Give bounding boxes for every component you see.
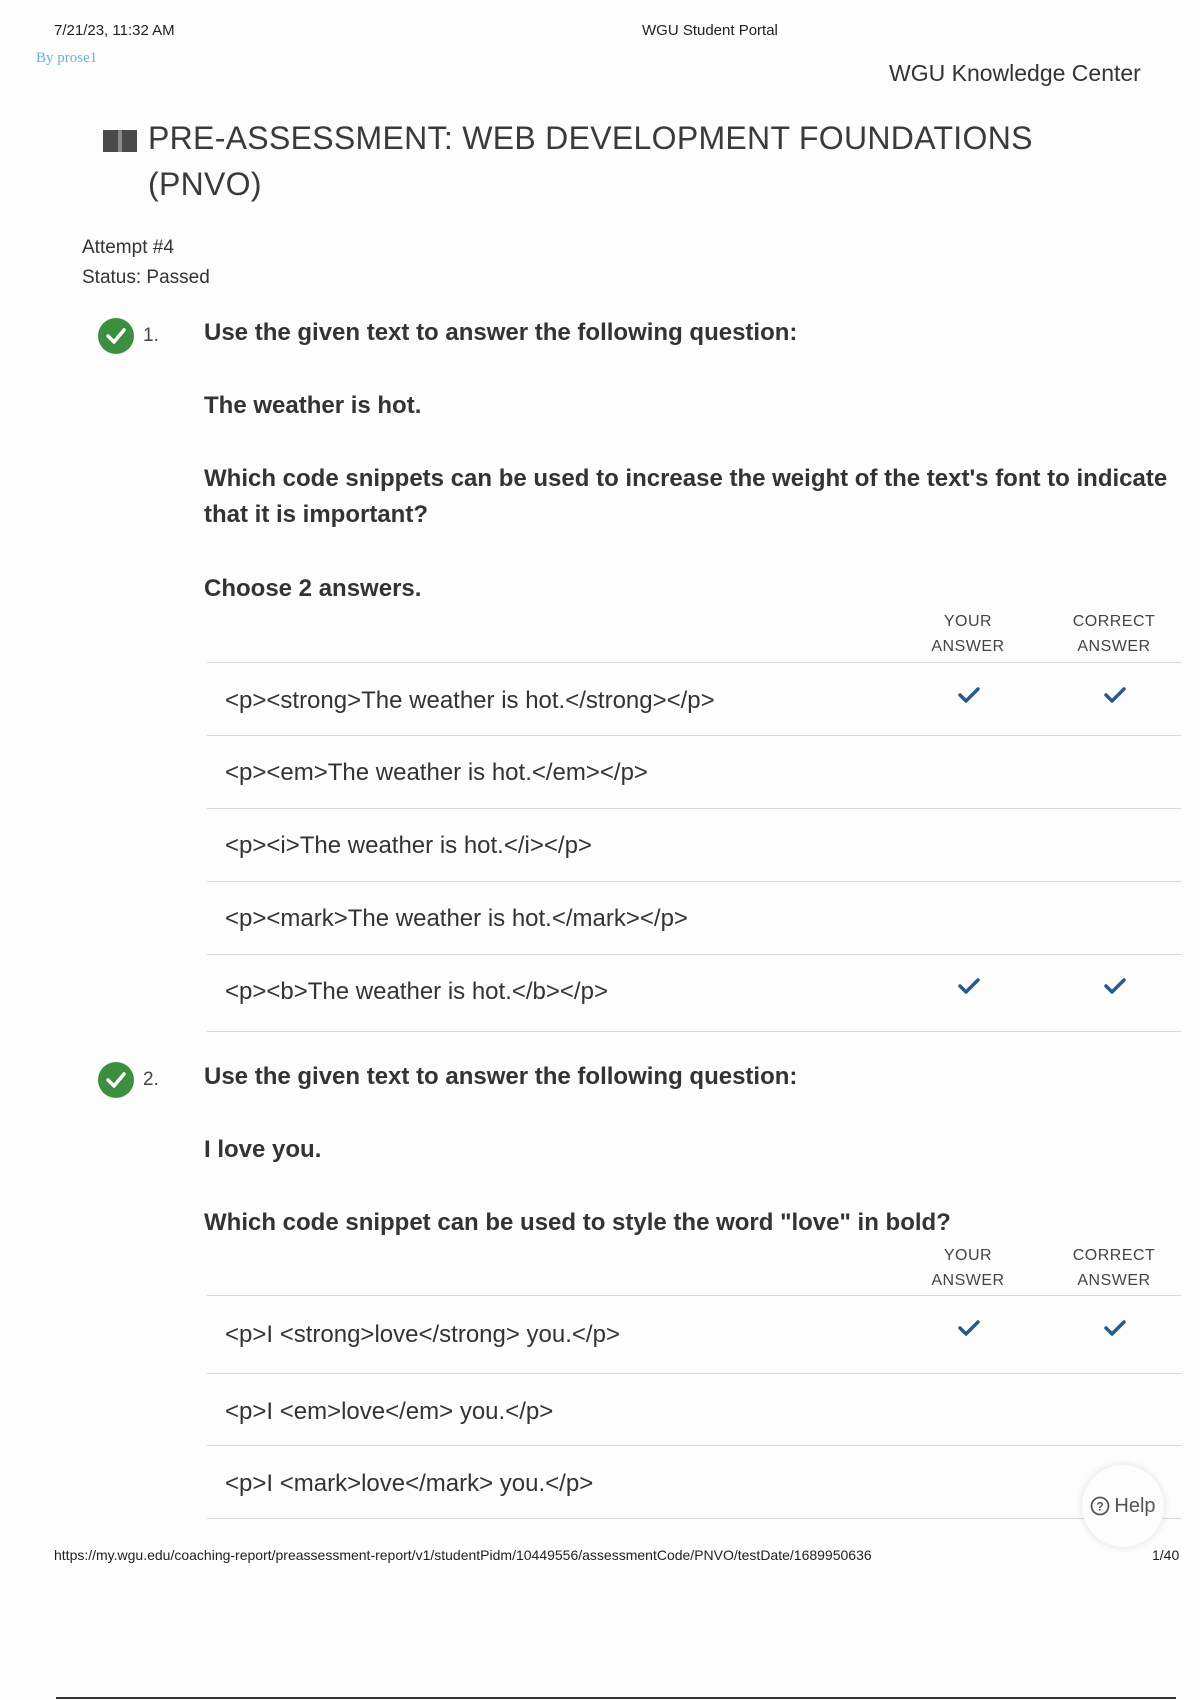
your-answer-header-line1: YOUR: [943, 613, 993, 630]
byline: By prose1: [36, 50, 98, 66]
answer-option-text: <p>I <mark>love</mark> you.</p>: [225, 1470, 594, 1497]
page-title: [148, 115, 1033, 207]
answer-option-text: <p>I <em>love</em> you.</p>: [225, 1398, 554, 1425]
correct-answer-header-line2: ANSWER: [1077, 638, 1151, 655]
answer-row: [207, 954, 1181, 1032]
help-content: [1090, 1495, 1155, 1518]
your-answer-check-icon: [957, 685, 981, 705]
correct-check-icon: [98, 1062, 134, 1098]
answer-row: [207, 735, 1181, 809]
answer-row: [207, 1295, 1181, 1374]
question-prompt: Use the given text to answer the following question:: [204, 319, 798, 346]
correct-check-icon: [98, 318, 134, 354]
attempt-number: Attempt #4: [82, 237, 174, 258]
answer-row: [207, 1445, 1181, 1519]
correct-answer-header: [1059, 1243, 1169, 1293]
page-title-line1: PRE-ASSESSMENT: WEB DEVELOPMENT FOUNDATIONS: [148, 120, 1033, 156]
bottom-rule: [56, 1697, 1176, 1699]
answer-option-text: <p><strong>The weather is hot.</strong></p>: [225, 687, 715, 714]
correct-answer-header-line1: CORRECT: [1072, 613, 1156, 630]
your-answer-header-line2: ANSWER: [931, 1272, 1005, 1289]
answer-option-text: <p><em>The weather is hot.</em></p>: [225, 759, 648, 786]
print-datetime: 7/21/23, 11:32 AM: [54, 22, 175, 39]
your-answer-header-line2: ANSWER: [931, 638, 1005, 655]
book-icon: [102, 128, 138, 159]
correct-answer-check-icon: [1103, 685, 1127, 705]
your-answer-check-icon: [957, 1318, 981, 1338]
your-answer-header: [913, 609, 1023, 659]
correct-answer-check-icon: [1103, 1318, 1127, 1338]
answer-option-text: <p><mark>The weather is hot.</mark></p>: [225, 905, 688, 932]
print-portal-title: WGU Student Portal: [642, 22, 778, 39]
question-text: Which code snippets can be used to increase the weight of the text's font to indicate that it is important?: [204, 465, 1168, 528]
correct-answer-header-line1: CORRECT: [1072, 1247, 1156, 1264]
answer-row: [207, 662, 1181, 736]
answer-option-text: <p>I <strong>love</strong> you.</p>: [225, 1321, 620, 1348]
page-title-line2: (PNVO): [148, 166, 262, 202]
your-answer-check-icon: [957, 976, 981, 996]
knowledge-center-link[interactable]: WGU Knowledge Center: [889, 60, 1141, 86]
correct-answer-check-icon: [1103, 976, 1127, 996]
page-url: https://my.wgu.edu/coaching-report/preassessment-report/v1/studentPidm/10449556/assessmentCode/PNVO/testDate/1689950636: [54, 1547, 872, 1563]
answer-option-text: <p><b>The weather is hot.</b></p>: [225, 978, 608, 1005]
given-text: The weather is hot.: [204, 392, 422, 419]
help-label: Help: [1114, 1494, 1156, 1517]
your-answer-header-line1: YOUR: [943, 1247, 993, 1264]
answer-instruction: Choose 2 answers.: [204, 575, 422, 602]
svg-text:?: ?: [1096, 1499, 1105, 1514]
given-text: I love you.: [204, 1136, 322, 1163]
question-number: 1.: [143, 325, 159, 346]
attempt-status: Status: Passed: [82, 267, 210, 288]
answer-row: [207, 881, 1181, 955]
correct-answer-header-line2: ANSWER: [1077, 1272, 1151, 1289]
answer-option-text: <p><i>The weather is hot.</i></p>: [225, 832, 592, 859]
page-number: 1/40: [1152, 1547, 1180, 1563]
question-prompt: Use the given text to answer the following question:: [204, 1063, 798, 1090]
question-number: 2.: [143, 1069, 159, 1090]
answer-row: [207, 808, 1181, 882]
your-answer-header: [913, 1243, 1023, 1293]
question-text: Which code snippet can be used to style the word "love" in bold?: [204, 1209, 951, 1236]
question-circle-icon: [1090, 1496, 1110, 1516]
help-button[interactable]: [1082, 1465, 1164, 1547]
attempt-info: [82, 233, 210, 293]
answer-row: [207, 1373, 1181, 1446]
correct-answer-header: [1059, 609, 1169, 659]
